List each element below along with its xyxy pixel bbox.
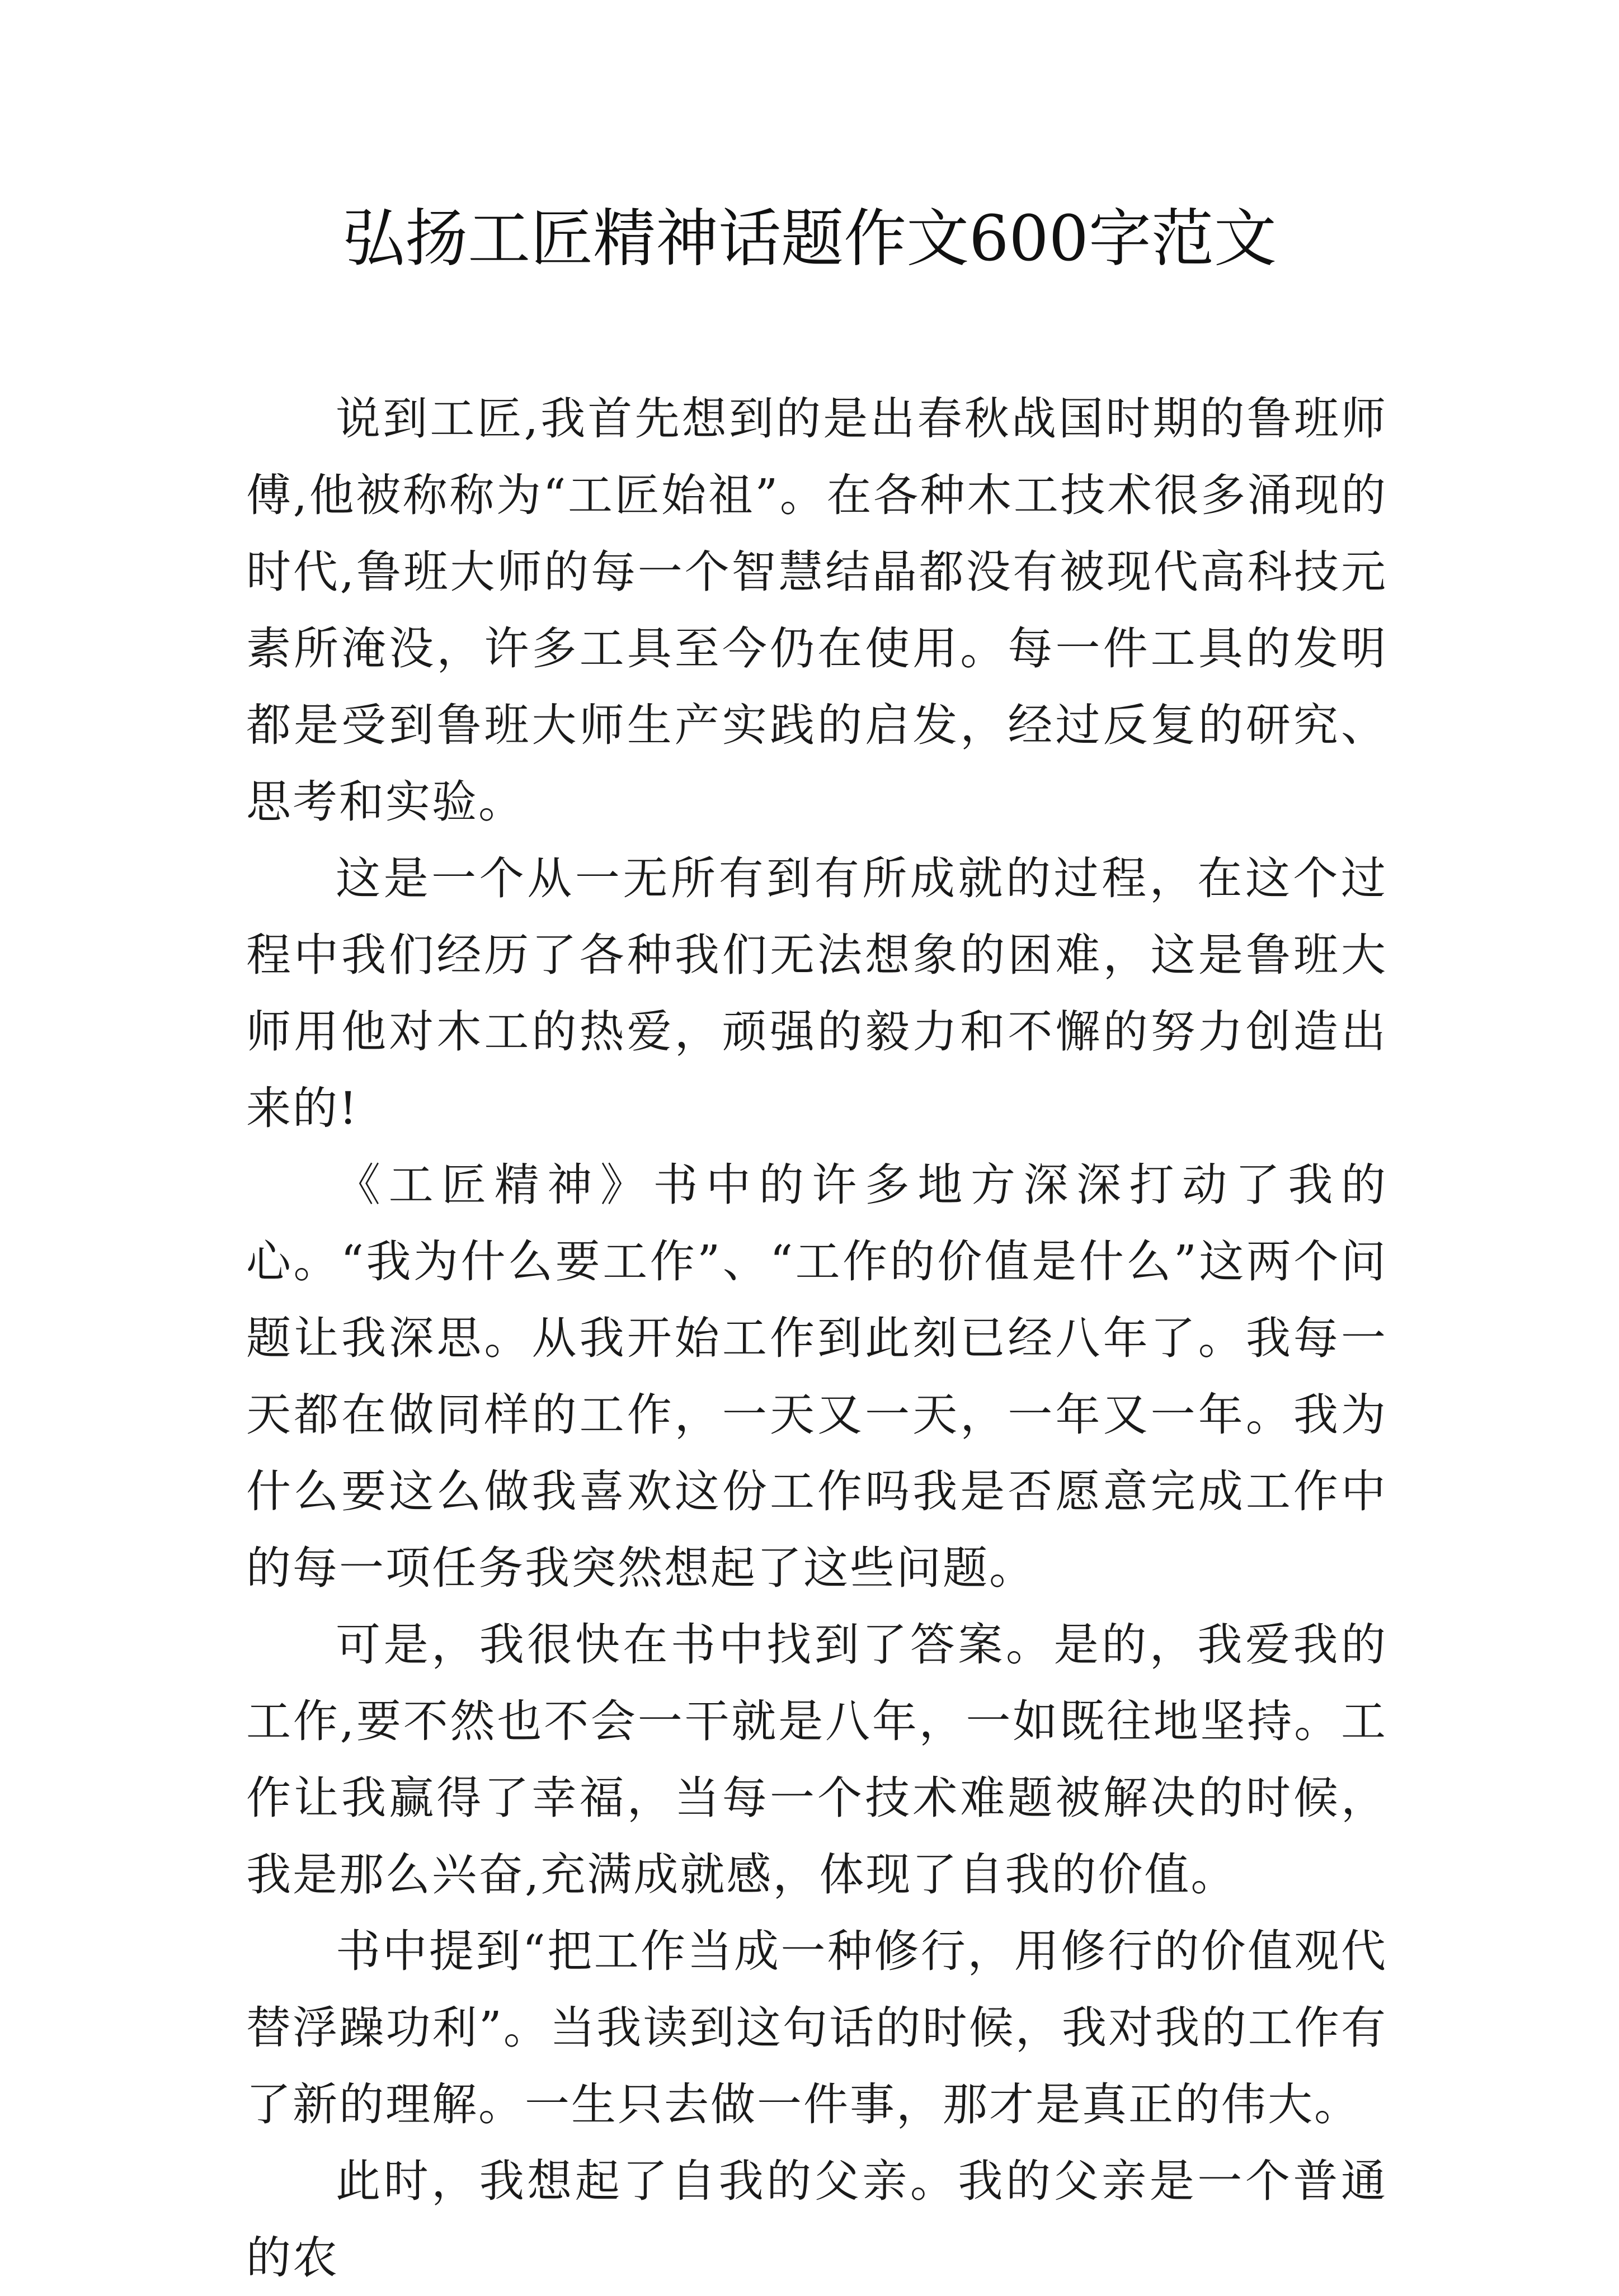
paragraph-6: 此时，我想起了自我的父亲。我的父亲是一个普通的农 [246, 2155, 1387, 2284]
paragraph-5: 书中提到“把工作当成一种修行，用修行的价值观代替浮躁功利”。当我读到这句话的时候，我对我的工作有了新的理解。一生只去做一件事，那才是真正的伟大。 [246, 1925, 1387, 2130]
document-title: 弘扬工匠精神话题作文600字范文 [342, 202, 1277, 275]
document-body [246, 380, 1387, 2296]
paragraph-3: 《工匠精神》书中的许多地方深深打动了我的心。“我为什么要工作”、“工作的价值是什么”这两个问题让我深思。从我开始工作到此刻已经八年了。我每一天都在做同样的工作，一天又一天，一年又一年。我为什么要这么做我喜欢这份工作吗我是否愿意完成工作中的每一项任务我突然想起了这些问题。 [246, 1159, 1387, 1594]
paragraph-1: 说到工匠,我首先想到的是出春秋战国时期的鲁班师傅,他被称称为“工匠始祖”。在各种木工技术很多涌现的时代,鲁班大师的每一个智慧结晶都没有被现代高科技元素所淹没，许多工具至今仍在使用。每一件工具的发明都是受到鲁班大师生产实践的启发，经过反复的研究、思考和实验。 [246, 393, 1387, 828]
paragraph-2: 这是一个从一无所有到有所成就的过程，在这个过程中我们经历了各种我们无法想象的困难，这是鲁班大师用他对木工的热爱，顽强的毅力和不懈的努力创造出来的! [246, 852, 1387, 1134]
paragraph-4: 可是，我很快在书中找到了答案。是的，我爱我的工作,要不然也不会一干就是八年，一如既往地坚持。工作让我赢得了幸福，当每一个技术难题被解决的时候，我是那么兴奋,充满成就感，体现了自我的价值。 [246, 1619, 1387, 1901]
